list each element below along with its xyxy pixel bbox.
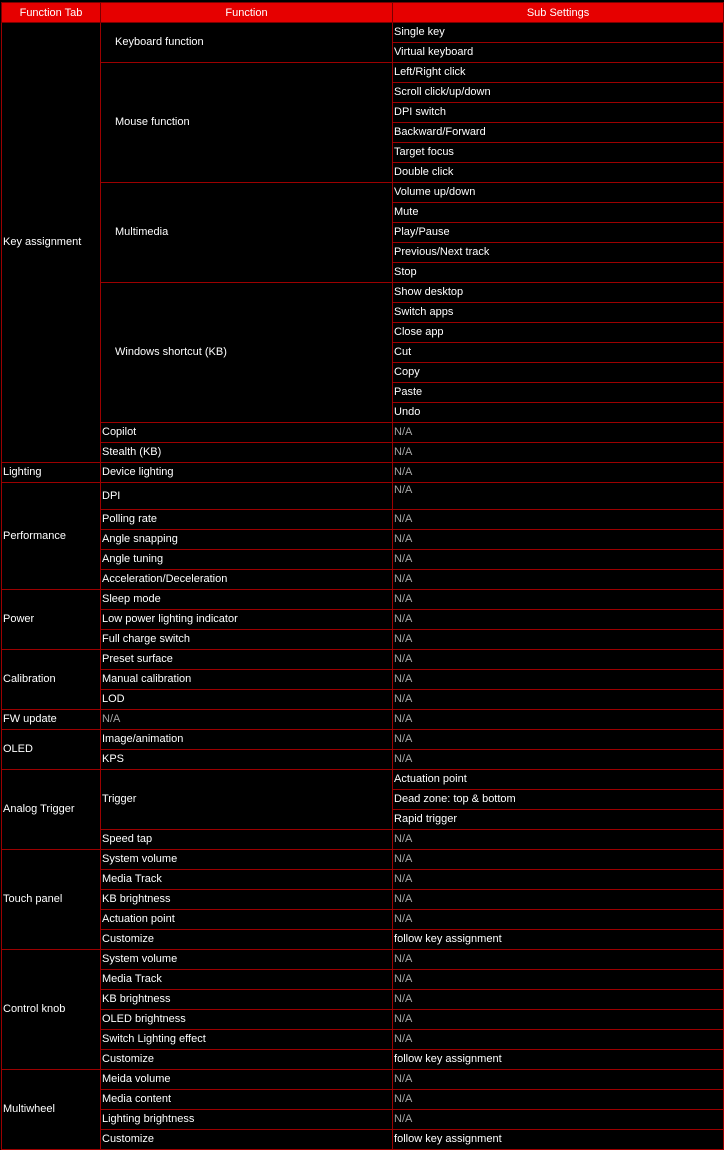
na-cell: N/A bbox=[393, 423, 724, 443]
function-cell: Lighting brightness bbox=[101, 1110, 393, 1130]
sub-setting-cell: Target focus bbox=[393, 143, 724, 163]
function-cell: Meida volume bbox=[101, 1070, 393, 1090]
table-row bbox=[2, 750, 724, 770]
table-row bbox=[2, 1030, 724, 1050]
na-cell: N/A bbox=[393, 1090, 724, 1110]
sub-setting-cell: Actuation point bbox=[393, 770, 724, 790]
na-cell: N/A bbox=[393, 1110, 724, 1130]
na-cell: N/A bbox=[393, 1010, 724, 1030]
table-row bbox=[2, 690, 724, 710]
table-row bbox=[2, 1070, 724, 1090]
sub-setting-cell: Paste bbox=[393, 383, 724, 403]
function-cell: Sleep mode bbox=[101, 590, 393, 610]
na-cell: N/A bbox=[393, 830, 724, 850]
sub-setting-cell: follow key assignment bbox=[393, 930, 724, 950]
sub-setting-cell: Cut bbox=[393, 343, 724, 363]
sub-setting-cell: Mute bbox=[393, 203, 724, 223]
tab-fw-update: FW update bbox=[2, 710, 101, 730]
sub-setting-cell: Switch apps bbox=[393, 303, 724, 323]
function-cell: System volume bbox=[101, 850, 393, 870]
header-function-tab: Function Tab bbox=[2, 3, 101, 23]
function-cell: Full charge switch bbox=[101, 630, 393, 650]
table-row bbox=[2, 990, 724, 1010]
table-row bbox=[2, 1050, 724, 1070]
function-stealth: Stealth (KB) bbox=[101, 443, 393, 463]
table-row bbox=[2, 1110, 724, 1130]
na-cell: N/A bbox=[393, 1030, 724, 1050]
tab-touch-panel: Touch panel bbox=[2, 850, 101, 950]
na-cell: N/A bbox=[393, 590, 724, 610]
sub-setting-cell: Previous/Next track bbox=[393, 243, 724, 263]
na-cell: N/A bbox=[393, 570, 724, 590]
table-row bbox=[2, 570, 724, 590]
function-cell: KB brightness bbox=[101, 990, 393, 1010]
sub-setting-cell: Copy bbox=[393, 363, 724, 383]
na-cell: N/A bbox=[393, 670, 724, 690]
table-row bbox=[2, 930, 724, 950]
table-row bbox=[2, 530, 724, 550]
function-cell: Customize bbox=[101, 1050, 393, 1070]
table-row bbox=[2, 510, 724, 530]
function-cell: Image/animation bbox=[101, 730, 393, 750]
sub-setting-cell: Stop bbox=[393, 263, 724, 283]
function-cell: KB brightness bbox=[101, 890, 393, 910]
table-row bbox=[2, 463, 724, 483]
tab-key-assignment: Key assignment bbox=[2, 23, 101, 463]
sub-setting-cell: Virtual keyboard bbox=[393, 43, 724, 63]
tab-multiwheel: Multiwheel bbox=[2, 1070, 101, 1150]
na-cell: N/A bbox=[393, 630, 724, 650]
table-row bbox=[2, 590, 724, 610]
table-row bbox=[2, 950, 724, 970]
function-cell: Media Track bbox=[101, 870, 393, 890]
table-row bbox=[2, 183, 724, 203]
function-cell: System volume bbox=[101, 950, 393, 970]
na-cell: N/A bbox=[393, 750, 724, 770]
sub-setting-cell: Backward/Forward bbox=[393, 123, 724, 143]
tab-power: Power bbox=[2, 590, 101, 650]
table-row bbox=[2, 443, 724, 463]
table-row bbox=[2, 870, 724, 890]
na-cell: N/A bbox=[393, 890, 724, 910]
table-row bbox=[2, 910, 724, 930]
sub-setting-cell: Close app bbox=[393, 323, 724, 343]
sub-setting-cell: Double click bbox=[393, 163, 724, 183]
table-row bbox=[2, 63, 724, 83]
table-row bbox=[2, 730, 724, 750]
function-cell: Angle snapping bbox=[101, 530, 393, 550]
sub-setting-cell: DPI switch bbox=[393, 103, 724, 123]
sub-setting-cell: Scroll click/up/down bbox=[393, 83, 724, 103]
tab-control-knob: Control knob bbox=[2, 950, 101, 1070]
function-cell: Actuation point bbox=[101, 910, 393, 930]
function-windows-shortcut: Windows shortcut (KB) bbox=[101, 283, 393, 423]
na-cell: N/A bbox=[393, 910, 724, 930]
table-row bbox=[2, 670, 724, 690]
table-row bbox=[2, 610, 724, 630]
sub-setting-cell: Single key bbox=[393, 23, 724, 43]
function-copilot: Copilot bbox=[101, 423, 393, 443]
table-row bbox=[2, 23, 724, 43]
table-row bbox=[2, 283, 724, 303]
na-cell: N/A bbox=[393, 443, 724, 463]
sub-setting-cell: Volume up/down bbox=[393, 183, 724, 203]
function-cell: Acceleration/Deceleration bbox=[101, 570, 393, 590]
table-row bbox=[2, 630, 724, 650]
function-multimedia: Multimedia bbox=[101, 183, 393, 283]
function-cell: DPI bbox=[101, 483, 393, 510]
function-cell: Customize bbox=[101, 1130, 393, 1150]
tab-calibration: Calibration bbox=[2, 650, 101, 710]
na-cell: N/A bbox=[393, 610, 724, 630]
sub-setting-cell: Show desktop bbox=[393, 283, 724, 303]
table-row bbox=[2, 770, 724, 790]
function-cell: Angle tuning bbox=[101, 550, 393, 570]
na-cell: N/A bbox=[393, 850, 724, 870]
header-sub-settings: Sub Settings bbox=[393, 3, 724, 23]
sub-setting-cell: Play/Pause bbox=[393, 223, 724, 243]
na-cell: N/A bbox=[393, 550, 724, 570]
function-cell: Preset surface bbox=[101, 650, 393, 670]
na-cell: N/A bbox=[101, 710, 393, 730]
na-cell: N/A bbox=[393, 483, 724, 510]
function-cell: OLED brightness bbox=[101, 1010, 393, 1030]
sub-setting-cell: follow key assignment bbox=[393, 1050, 724, 1070]
table-row bbox=[2, 1090, 724, 1110]
na-cell: N/A bbox=[393, 650, 724, 670]
sub-setting-cell: Undo bbox=[393, 403, 724, 423]
sub-setting-cell: Dead zone: top & bottom bbox=[393, 790, 724, 810]
header-row bbox=[2, 3, 724, 23]
na-cell: N/A bbox=[393, 950, 724, 970]
tab-oled: OLED bbox=[2, 730, 101, 770]
na-cell: N/A bbox=[393, 690, 724, 710]
na-cell: N/A bbox=[393, 463, 724, 483]
na-cell: N/A bbox=[393, 710, 724, 730]
function-cell: Device lighting bbox=[101, 463, 393, 483]
na-cell: N/A bbox=[393, 510, 724, 530]
table-row bbox=[2, 710, 724, 730]
sub-setting-cell: follow key assignment bbox=[393, 1130, 724, 1150]
na-cell: N/A bbox=[393, 730, 724, 750]
function-cell: KPS bbox=[101, 750, 393, 770]
na-cell: N/A bbox=[393, 990, 724, 1010]
table-row bbox=[2, 1010, 724, 1030]
table-row bbox=[2, 850, 724, 870]
function-cell: Customize bbox=[101, 930, 393, 950]
na-cell: N/A bbox=[393, 870, 724, 890]
table-row bbox=[2, 890, 724, 910]
table-row bbox=[2, 830, 724, 850]
function-cell: Switch Lighting effect bbox=[101, 1030, 393, 1050]
function-cell: LOD bbox=[101, 690, 393, 710]
function-table bbox=[1, 2, 724, 1150]
function-trigger: Trigger bbox=[101, 770, 393, 830]
function-cell: Manual calibration bbox=[101, 670, 393, 690]
function-cell: Media Track bbox=[101, 970, 393, 990]
function-cell: Low power lighting indicator bbox=[101, 610, 393, 630]
na-cell: N/A bbox=[393, 970, 724, 990]
function-cell: Polling rate bbox=[101, 510, 393, 530]
table-row bbox=[2, 550, 724, 570]
table-row bbox=[2, 1130, 724, 1150]
function-mouse: Mouse function bbox=[101, 63, 393, 183]
tab-lighting: Lighting bbox=[2, 463, 101, 483]
table-row bbox=[2, 970, 724, 990]
sub-setting-cell: Left/Right click bbox=[393, 63, 724, 83]
table-row bbox=[2, 650, 724, 670]
tab-performance: Performance bbox=[2, 483, 101, 590]
function-keyboard: Keyboard function bbox=[101, 23, 393, 63]
function-speed-tap: Speed tap bbox=[101, 830, 393, 850]
table-row bbox=[2, 423, 724, 443]
table-row bbox=[2, 483, 724, 510]
na-cell: N/A bbox=[393, 530, 724, 550]
function-cell: Media content bbox=[101, 1090, 393, 1110]
sub-setting-cell: Rapid trigger bbox=[393, 810, 724, 830]
header-function: Function bbox=[101, 3, 393, 23]
na-cell: N/A bbox=[393, 1070, 724, 1090]
tab-analog-trigger: Analog Trigger bbox=[2, 770, 101, 850]
